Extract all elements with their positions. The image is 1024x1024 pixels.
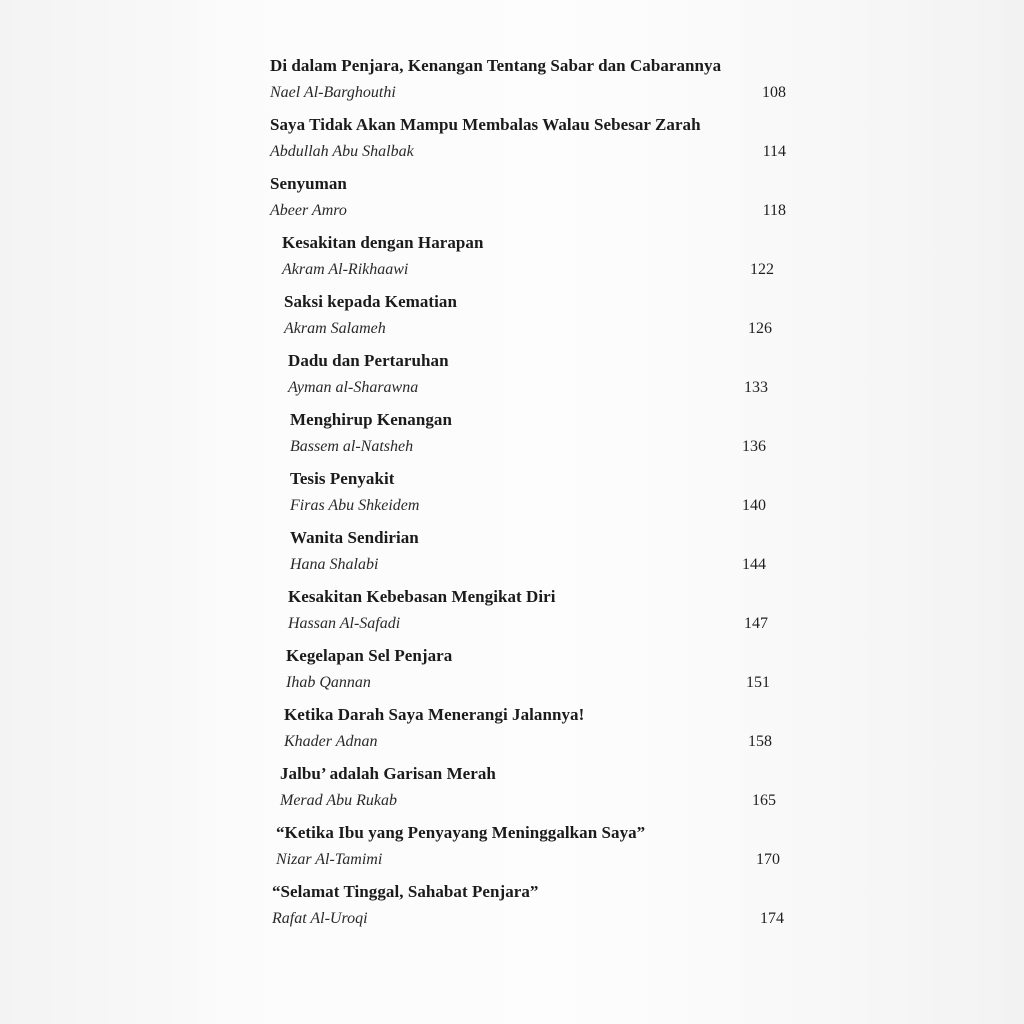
toc-entry — [270, 587, 790, 646]
toc-entry — [270, 646, 790, 705]
toc-entry — [270, 528, 790, 587]
toc-entry-author-row — [284, 732, 790, 764]
toc-entry — [270, 410, 790, 469]
toc-entry — [270, 351, 790, 410]
toc-entry-author-row — [288, 614, 790, 646]
toc-entry-author: Nael Al-Barghouthi — [270, 84, 396, 101]
toc-entry-author-row — [282, 260, 790, 292]
toc-entry-author-row — [284, 319, 790, 351]
toc-entry-title: Jalbu’ adalah Garisan Merah — [280, 764, 496, 783]
toc-entry-author-row — [290, 555, 790, 587]
toc-entry-author-row — [270, 83, 790, 115]
toc-entry — [270, 469, 790, 528]
toc-entry-title: Tesis Penyakit — [290, 469, 395, 488]
toc-entry-author: Nizar Al-Tamimi — [276, 851, 383, 868]
toc-entry-author-row — [276, 850, 790, 882]
toc-entry-page-number: 122 — [750, 261, 774, 278]
toc-entry-author-row — [270, 142, 790, 174]
toc-entry-title: Wanita Sendirian — [290, 528, 419, 547]
toc-entry-title: Senyuman — [270, 174, 347, 193]
toc-entry-page-number: 108 — [762, 84, 786, 101]
toc-entry — [270, 764, 790, 823]
toc-entry-page-number: 144 — [742, 556, 766, 573]
toc-entry — [270, 115, 790, 174]
toc-entry-author: Akram Al-Rikhaawi — [282, 261, 409, 278]
toc-entry-author: Abeer Amro — [270, 202, 347, 219]
toc-entry-title: “Ketika Ibu yang Penyayang Meninggalkan Saya” — [276, 823, 646, 842]
toc-entry-author: Akram Salameh — [284, 320, 386, 337]
toc-entry-title: Dadu dan Pertaruhan — [288, 351, 449, 370]
toc-entry-author-row — [272, 909, 790, 941]
toc-entry-page-number: 114 — [762, 143, 786, 160]
toc-entry-author-row — [290, 437, 790, 469]
toc-entry-author: Abdullah Abu Shalbak — [270, 143, 414, 160]
toc-entry-title: Saksi kepada Kematian — [284, 292, 457, 311]
toc-entry-author: Khader Adnan — [284, 733, 378, 750]
toc-entry-page-number: 136 — [742, 438, 766, 455]
toc-entry-author-row — [290, 496, 790, 528]
toc-entry-author: Hana Shalabi — [290, 556, 379, 573]
toc-entry-author: Ayman al-Sharawna — [288, 379, 419, 396]
toc-entry-title: Menghirup Kenangan — [290, 410, 452, 429]
toc-entry — [270, 56, 790, 115]
toc-entry-page-number: 118 — [762, 202, 786, 219]
toc-entry-title: Kegelapan Sel Penjara — [286, 646, 453, 665]
toc-entry — [270, 233, 790, 292]
toc-entry-author: Firas Abu Shkeidem — [290, 497, 420, 514]
toc-entry-author: Ihab Qannan — [286, 674, 371, 691]
toc-entry-page-number: 147 — [744, 615, 768, 632]
toc-entry — [270, 823, 790, 882]
toc-entry-page-number: 151 — [746, 674, 770, 691]
toc-entry-page-number: 174 — [760, 910, 784, 927]
toc-entry-author: Merad Abu Rukab — [280, 792, 398, 809]
toc-entry-title: Ketika Darah Saya Menerangi Jalannya! — [284, 705, 585, 724]
toc-entry — [270, 292, 790, 351]
toc-entry-page-number: 133 — [744, 379, 768, 396]
toc-entry — [270, 705, 790, 764]
toc-entry-page-number: 165 — [752, 792, 776, 809]
toc-entry-title: Di dalam Penjara, Kenangan Tentang Sabar dan Cabarannya — [270, 56, 722, 75]
toc-entry-author: Rafat Al-Uroqi — [272, 910, 368, 927]
toc-entry-title: “Selamat Tinggal, Sahabat Penjara” — [272, 882, 539, 901]
toc-entry-author-row — [270, 201, 790, 233]
toc-entry — [270, 174, 790, 233]
toc-entry-page-number: 140 — [742, 497, 766, 514]
page-gutter — [0, 0, 215, 1024]
toc-entry-author-row — [280, 791, 790, 823]
toc-entry-page-number: 170 — [756, 851, 780, 868]
table-of-contents — [270, 56, 790, 941]
toc-entry-author-row — [286, 673, 790, 705]
toc-entry — [270, 882, 790, 941]
toc-entry-title: Kesakitan dengan Harapan — [282, 233, 484, 252]
toc-entry-page-number: 126 — [748, 320, 772, 337]
toc-entry-author-row — [288, 378, 790, 410]
toc-entry-author: Bassem al-Natsheh — [290, 438, 414, 455]
toc-entry-author: Hassan Al-Safadi — [288, 615, 401, 632]
toc-entry-title: Saya Tidak Akan Mampu Membalas Walau Sebesar Zarah — [270, 115, 701, 134]
toc-entry-title: Kesakitan Kebebasan Mengikat Diri — [288, 587, 556, 606]
toc-entry-page-number: 158 — [748, 733, 772, 750]
